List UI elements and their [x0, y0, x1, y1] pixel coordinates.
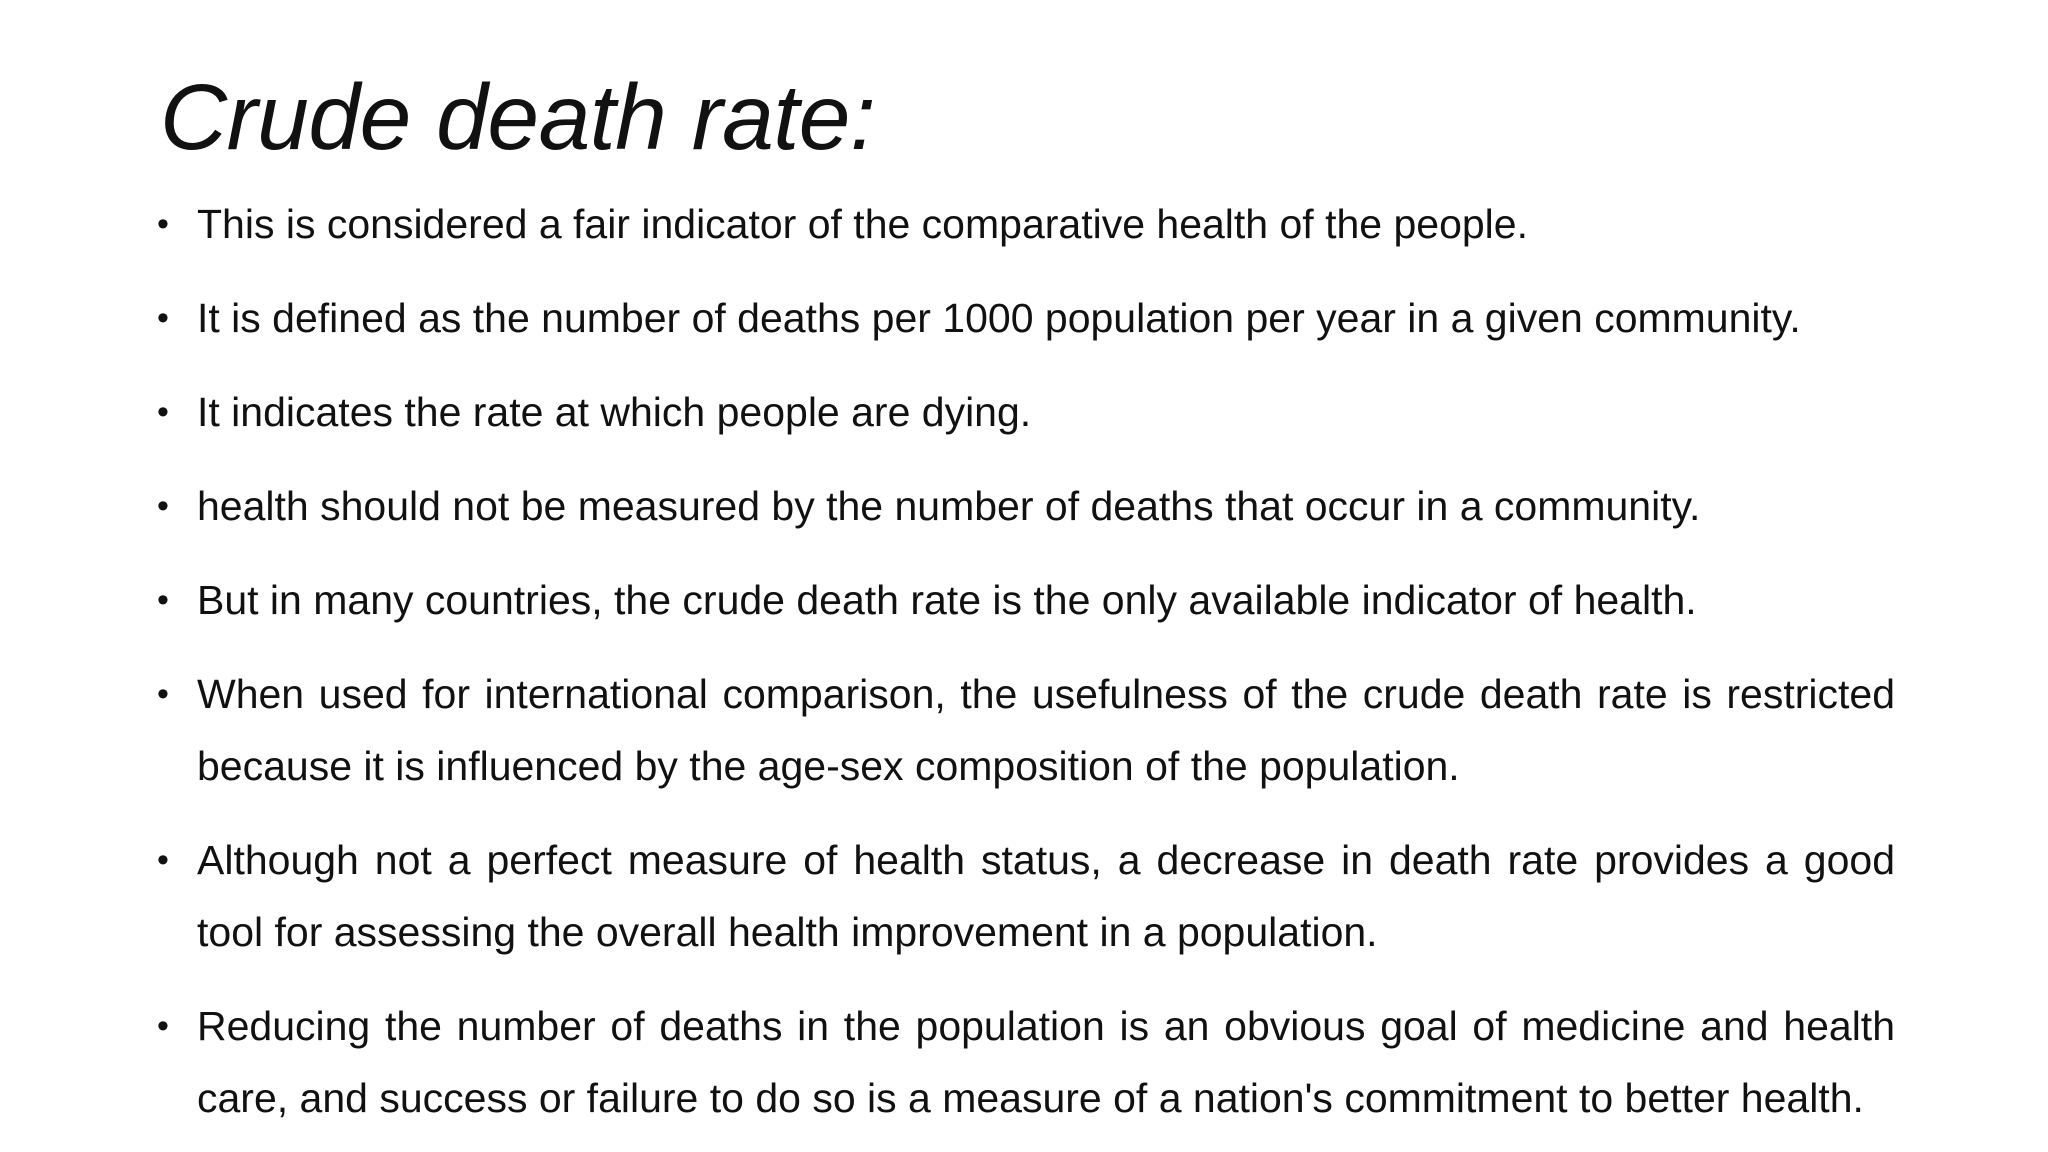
bullet-text: It is defined as the number of deaths per 1000 population per year in a given community.: [197, 295, 1801, 341]
bullet-icon: •: [157, 841, 169, 879]
bullet-text: When used for international comparison, the usefulness of the crude death rate is restricted because it is influenced by the age-sex composition of the population.: [197, 671, 1895, 789]
bullet-item: [155, 658, 1895, 802]
bullet-text: This is considered a fair indicator of the comparative health of the people.: [197, 201, 1528, 247]
bullet-list: [155, 188, 1895, 1152]
bullet-icon: •: [157, 1007, 169, 1045]
bullet-item: [155, 188, 1895, 260]
bullet-item: [155, 282, 1895, 354]
bullet-item: [155, 564, 1895, 636]
slide-title: Crude death rate:: [160, 65, 876, 169]
bullet-text: Reducing the number of deaths in the population is an obvious goal of medicine and health care, and success or failure to do so is a measure of a nation's commitment to better health.: [197, 1003, 1895, 1121]
bullet-icon: •: [157, 581, 169, 619]
bullet-item: [155, 470, 1895, 542]
bullet-text: health should not be measured by the number of deaths that occur in a community.: [197, 483, 1701, 529]
bullet-icon: •: [157, 299, 169, 337]
bullet-item: [155, 376, 1895, 448]
bullet-item: [155, 824, 1895, 968]
bullet-icon: •: [157, 205, 169, 243]
bullet-text: Although not a perfect measure of health status, a decrease in death rate provides a good tool for assessing the overall health improvement in a population.: [197, 837, 1895, 955]
bullet-icon: •: [157, 675, 169, 713]
bullet-text: It indicates the rate at which people are dying.: [197, 389, 1032, 435]
bullet-icon: •: [157, 487, 169, 525]
bullet-icon: •: [157, 393, 169, 431]
bullet-item: [155, 990, 1895, 1134]
bullet-text: But in many countries, the crude death rate is the only available indicator of health.: [197, 577, 1697, 623]
